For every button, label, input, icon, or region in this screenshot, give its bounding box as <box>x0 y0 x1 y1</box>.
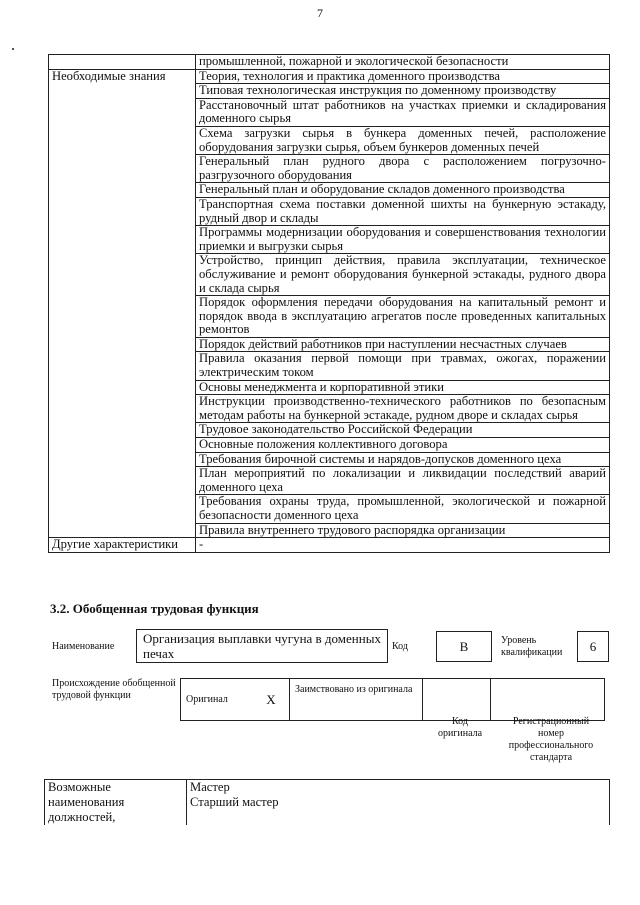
code-original-cell <box>423 679 491 721</box>
knowledge-item: Инструкции производственно-технического работников по безопасным методам работы на бункерной эстакаде, рудном дворе и складах сырья <box>196 395 610 423</box>
knowledge-item: Генеральный план и оборудование складов доменного производства <box>196 183 610 198</box>
knowledge-item: Трудовое законодательство Российской Федерации <box>196 423 610 438</box>
knowledge-item: Основные положения коллективного договора <box>196 438 610 453</box>
code-original-caption: Код оригинала <box>437 716 483 739</box>
knowledge-item: Требования бирочной системы и нарядов-допусков доменного цеха <box>196 452 610 467</box>
reg-number-caption: Регистрационный номер профессионального стандарта <box>508 716 594 763</box>
knowledge-item: План мероприятий по локализации и ликвидации последствий аварий доменного цеха <box>196 467 610 495</box>
level-field: 6 <box>577 631 609 662</box>
knowledge-item: Теория, технология и практика доменного производства <box>196 69 610 84</box>
section-title: 3.2. Обобщенная трудовая функция <box>50 601 259 616</box>
code-label: Код <box>392 641 408 652</box>
position-item: Старший мастер <box>190 795 279 809</box>
borrowed-label: Заимствовано из оригинала <box>290 679 423 721</box>
knowledge-item: Транспортная схема поставки доменной шихты на бункерную эстакаду, рудный двор и склады <box>196 197 610 225</box>
table-row <box>49 55 610 70</box>
positions-label: Возможные наименования должностей, <box>45 780 187 826</box>
knowledge-item: Схема загрузки сырья в бункера доменных печей, расположение оборудования загрузки сырья, объем бункеров доменных печей <box>196 126 610 154</box>
origin-table <box>180 678 605 721</box>
function-name-field: Организация выплавки чугуна в доменных печах <box>136 629 388 663</box>
positions-values <box>187 780 610 826</box>
table-row <box>49 538 610 553</box>
origin-label: Происхождение обобщенной трудовой функции <box>52 678 176 701</box>
table-row <box>49 69 610 84</box>
knowledge-table <box>48 54 610 553</box>
original-label: Оригинал <box>181 679 254 721</box>
scan-mark <box>12 48 14 50</box>
knowledge-item: Правила внутреннего трудового распорядка организации <box>196 523 610 538</box>
knowledge-item: Программы модернизации оборудования и совершенствования технологии приемки и выгрузки сырья <box>196 226 610 254</box>
reg-number-cell <box>491 679 605 721</box>
knowledge-item: Устройство, принцип действия, правила эксплуатации, техническое обслуживание и ремонт оборудования бункерной эстакады, рудного двора и склада сырья <box>196 254 610 296</box>
name-label: Наименование <box>52 641 115 652</box>
knowledge-item: Правила оказания первой помощи при травмах, ожогах, поражении электрическим током <box>196 352 610 380</box>
continued-text: промышленной, пожарной и экологической безопасности <box>196 55 610 70</box>
knowledge-item: Основы менеджмента и корпоративной этики <box>196 380 610 395</box>
knowledge-label: Необходимые знания <box>49 69 196 538</box>
page-number: 7 <box>317 6 323 20</box>
empty-label-cell <box>49 55 196 70</box>
knowledge-item: Генеральный план рудного двора с расположением погрузочно-разгрузочного оборудования <box>196 155 610 183</box>
knowledge-item: Типовая технологическая инструкция по доменному производству <box>196 84 610 99</box>
knowledge-item: Порядок действий работников при наступлении несчастных случаев <box>196 337 610 352</box>
other-label: Другие характеристики <box>49 538 196 553</box>
code-field: В <box>436 631 492 662</box>
other-value: - <box>196 538 610 553</box>
knowledge-item: Требования охраны труда, промышленной, экологической и пожарной безопасности доменного цеха <box>196 495 610 523</box>
positions-table <box>44 779 610 825</box>
knowledge-item: Расстановочный штат работников на участках приемки и складирования доменного сырья <box>196 98 610 126</box>
level-label: Уровень квалификации <box>501 635 563 658</box>
original-mark: X <box>253 679 290 721</box>
knowledge-item: Порядок оформления передачи оборудования на капитальный ремонт и порядок ввода в эксплуатацию агрегатов после проведенных капитальных ремонтов <box>196 296 610 338</box>
position-item: Мастер <box>190 780 230 794</box>
